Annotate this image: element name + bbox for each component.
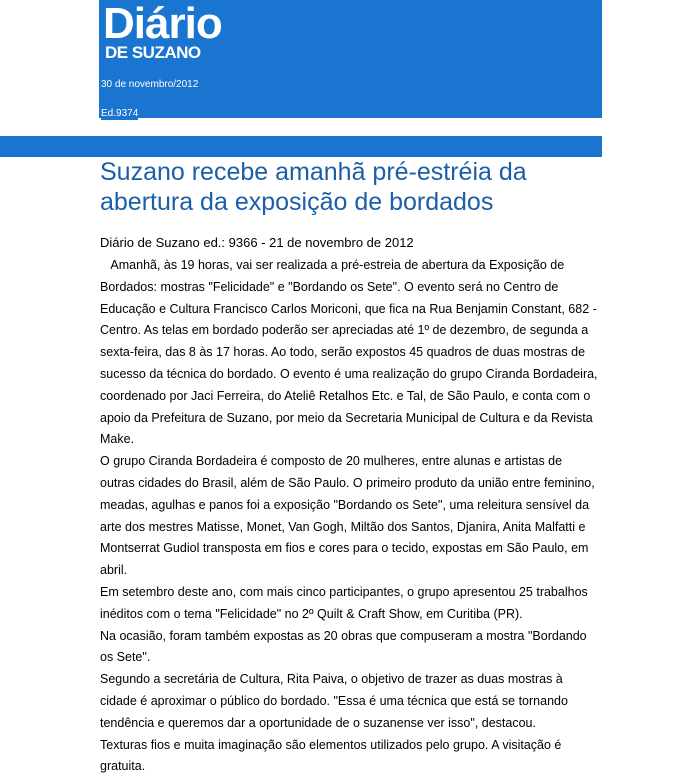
article-paragraph: Segundo a secretária de Cultura, Rita Paiva, o objetivo de trazer as duas mostras à cidade é aproximar o público do bordado. "Essa é uma técnica que está se tornando tendência e queremos dar a oportunidade de o suzanense ver isso", destacou.: [100, 672, 568, 730]
article-body: [100, 255, 600, 778]
article-paragraph: [100, 255, 600, 451]
article-paragraph: Na ocasião, foram também expostas as 20 obras que compuseram a mostra "Bordando os Sete".: [100, 628, 587, 665]
logo-title: Diário: [103, 0, 222, 48]
edition-number: Ed.9374: [101, 108, 139, 119]
article-paragraph: Em setembro deste ano, com mais cinco participantes, o grupo apresentou 25 trabalhos inéditos com o tema "Felicidade" no 2º Quilt & Craft Show, em Curitiba (PR).: [100, 584, 588, 621]
section-divider-bar: [0, 136, 602, 157]
masthead: [99, 0, 602, 118]
article-paragraph: O grupo Ciranda Bordadeira é composto de 20 mulheres, entre alunas e artistas de outras cidades do Brasil, além de São Paulo. O primeiro produto da união entre feminino, meadas, agulhas e panos foi a exposição "Bordando os Sete", uma releitura sensível da arte dos mestres Matisse, Monet, Van Gogh, Miltão dos Santos, Djanira, Anita Malfatti e Montserrat Gudiol transposta em fios e cores para o tecido, expostas em São Paulo, em abril.: [100, 454, 595, 578]
paragraph-text: Amanhã, às 19 horas, vai ser realizada a pré-estreia de abertura da Exposição de Bordados: mostras "Felicidade" e "Bordando os Sete". O evento será no Centro de Educação e Cultura Francisco Carlos Moriconi, que fica na Rua Benjamin Constant, 682 - Centro. As telas em bordado poderão ser apreciadas até 1º de dezembro, de segunda a sexta-feira, das 8 às 17 horas. Ao todo, serão expostos 45 quadros de duas mostras de sucesso da técnica do bordado. O evento é uma realização do grupo Ciranda Bordadeira, coordenado por Jaci Ferreira, do Ateliê Retalhos Etc. e Tal, de São Paulo, e conta com o apoio da Prefeitura de Suzano, por meio da Secretaria Municipal de Cultura e da Revista Make.: [100, 258, 598, 447]
article-paragraph: Texturas fios e muita imaginação são elementos utilizados pelo grupo. A visitação é gratuita.: [100, 737, 562, 774]
logo-subtitle: DE SUZANO: [105, 43, 201, 62]
issue-date: 30 de novembro/2012: [101, 79, 199, 90]
article-headline: Suzano recebe amanhã pré-estréia da abertura da exposição de bordados: [100, 158, 527, 216]
article-source: Diário de Suzano ed.: 9366 - 21 de novembro de 2012: [100, 235, 414, 250]
